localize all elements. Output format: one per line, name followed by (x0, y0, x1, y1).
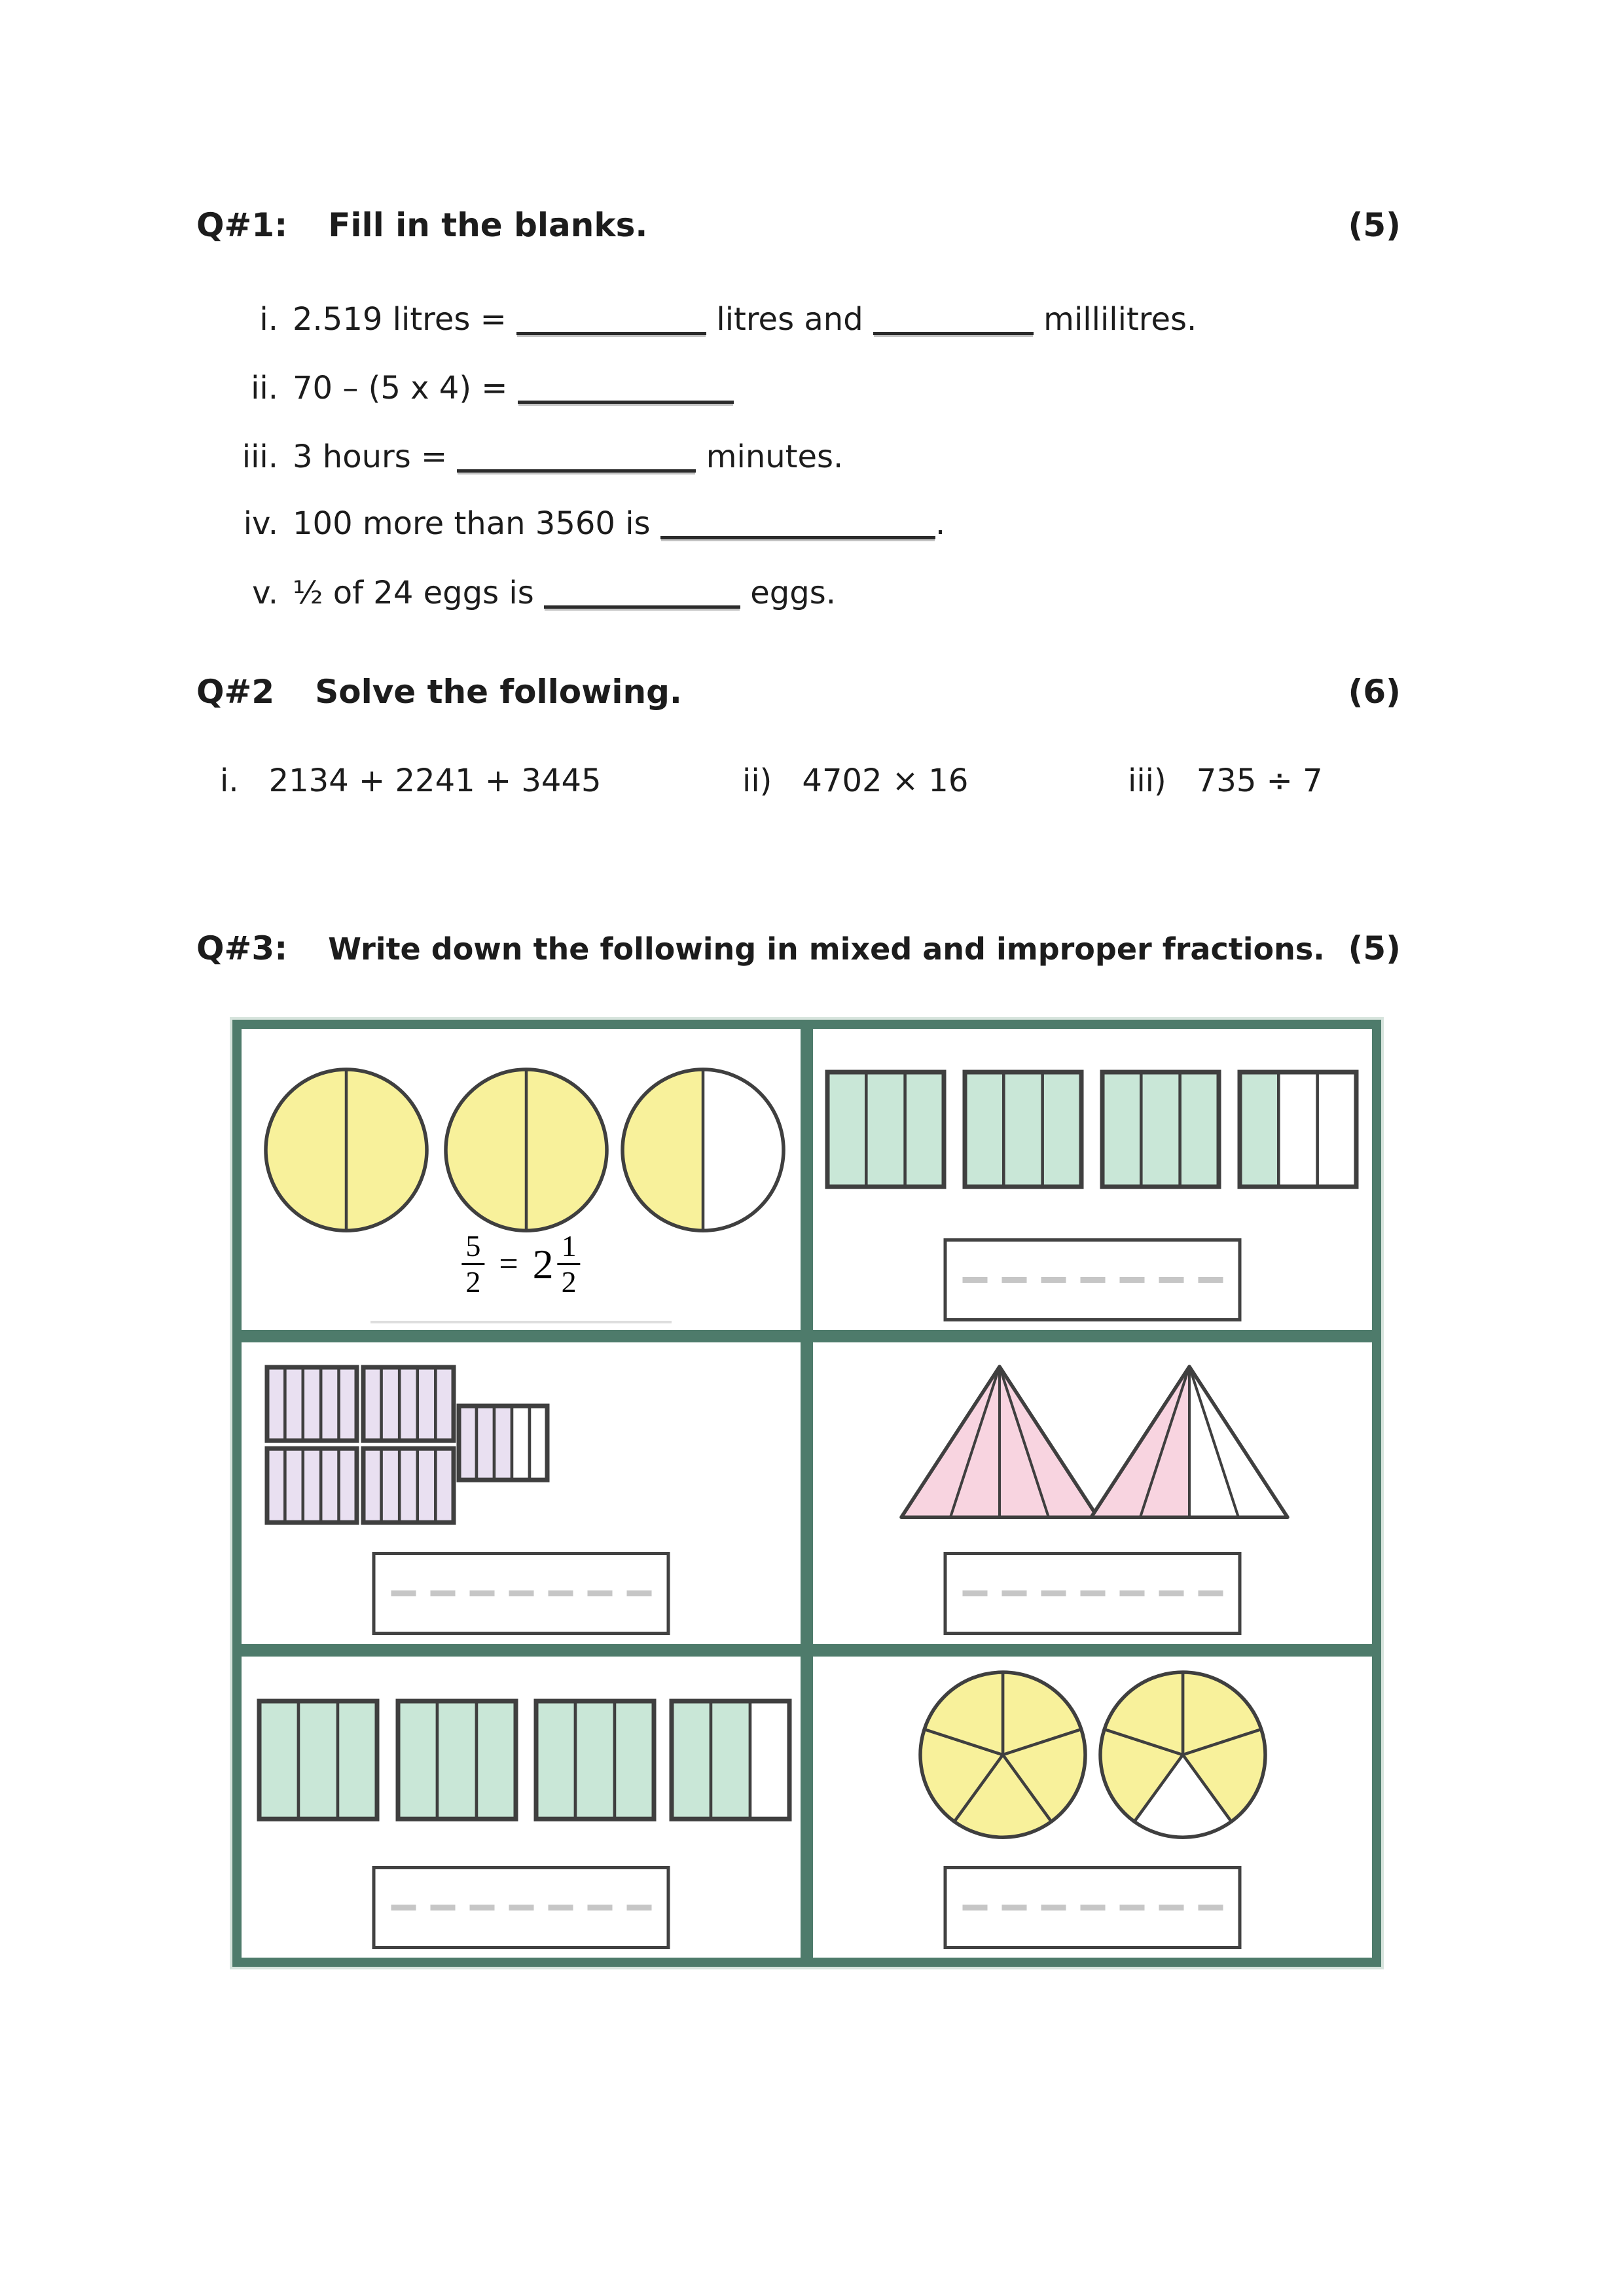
triangle (1091, 1367, 1288, 1517)
answer-dash (1159, 1590, 1183, 1596)
answer-dash (509, 1590, 533, 1596)
fraction-grid (232, 1020, 1381, 1967)
blank-line[interactable] (660, 514, 935, 539)
half-circle (446, 1069, 607, 1230)
q1-label: Q#1: (196, 206, 288, 244)
item-number: ii. (251, 370, 278, 406)
half-circle (623, 1069, 784, 1230)
item-number: i. (220, 762, 239, 799)
fraction-cell-rects-fifths (242, 1342, 801, 1643)
answer-dash (962, 1905, 987, 1910)
blank-line[interactable] (457, 447, 696, 473)
equals-sign: = (499, 1246, 518, 1283)
strip-rect (827, 1072, 944, 1187)
item-number: iv. (243, 505, 278, 542)
item-text (293, 505, 945, 542)
item-text-segment: . (935, 505, 946, 542)
blank-line[interactable] (518, 378, 734, 404)
item-number: i. (259, 301, 278, 338)
answer-dash (1159, 1277, 1183, 1283)
q2-item-3 (1128, 762, 1323, 799)
answer-dash (430, 1905, 455, 1910)
half-circle (266, 1069, 427, 1230)
q1-heading (196, 206, 1401, 244)
answer-dash (1080, 1277, 1105, 1283)
answer-line[interactable] (370, 1321, 672, 1323)
answer-dash (1119, 1905, 1144, 1910)
answer-dash (548, 1590, 573, 1596)
answer-dash (962, 1590, 987, 1596)
answer-dash (1198, 1905, 1223, 1910)
answer-dash (587, 1590, 612, 1596)
strip-rect (965, 1072, 1081, 1187)
answer-dash (469, 1905, 494, 1910)
answer-dash (469, 1590, 494, 1596)
strip-rect (536, 1701, 654, 1819)
blank-line[interactable] (873, 310, 1034, 335)
item-text-segment: 3 hours = (293, 439, 458, 475)
q1-item-iii (196, 439, 1401, 475)
q1-item-ii (196, 370, 1401, 406)
q1-item-v (196, 575, 1401, 611)
answer-box[interactable] (944, 1238, 1242, 1321)
answer-dash (587, 1905, 612, 1910)
q2-item-1 (220, 762, 602, 799)
strip-rect (1240, 1072, 1356, 1187)
answer-box[interactable] (944, 1552, 1242, 1635)
item-text-segment: eggs. (740, 575, 836, 611)
q2-marks: (6) (1348, 673, 1401, 711)
strip-rect (459, 1406, 547, 1480)
item-number: ii) (742, 762, 772, 799)
answer-dash (1198, 1590, 1223, 1596)
answer-dash (1001, 1277, 1026, 1283)
answer-dash (1041, 1590, 1066, 1596)
q2-item-2 (742, 762, 968, 799)
answer-box[interactable] (944, 1866, 1242, 1949)
fraction-cell-pies-fifths (813, 1657, 1372, 1958)
strip-rect (363, 1367, 454, 1441)
answer-dash (1041, 1277, 1066, 1283)
answer-dash (626, 1905, 651, 1910)
answer-dash (1001, 1590, 1026, 1596)
item-text-segment: 2.519 litres = (293, 301, 517, 338)
fraction-cell-circles-halves (242, 1029, 801, 1330)
example-fraction (461, 1229, 580, 1299)
expression: 735 ÷ 7 (1196, 762, 1323, 799)
improper-fraction (461, 1229, 484, 1299)
answer-dash (962, 1277, 987, 1283)
pie-circle (920, 1672, 1085, 1837)
item-text (293, 575, 836, 611)
item-text-segment: ½ of 24 eggs is (293, 575, 544, 611)
answer-dash (509, 1905, 533, 1910)
strip-rect (672, 1701, 789, 1819)
item-text-segment: litres and (706, 301, 873, 338)
answer-box[interactable] (372, 1552, 670, 1635)
answer-dash (1080, 1905, 1105, 1910)
q1-marks: (5) (1348, 206, 1401, 244)
item-text-segment: millilitres. (1033, 301, 1197, 338)
item-text (293, 370, 734, 406)
item-text-segment: 100 more than 3560 is (293, 505, 660, 542)
q2-heading (196, 673, 1401, 711)
q2-title: Solve the following. (315, 673, 682, 711)
answer-dash (430, 1590, 455, 1596)
strip-rect (267, 1448, 357, 1522)
answer-dash (626, 1590, 651, 1596)
answer-dash (391, 1905, 416, 1910)
mixed-fraction (558, 1229, 581, 1299)
q1-item-i (196, 301, 1401, 338)
strip-rect (363, 1448, 454, 1522)
q1-title: Fill in the blanks. (328, 206, 648, 244)
item-number: iii. (242, 439, 278, 475)
q3-title: Write down the following in mixed and improper fractions. (328, 931, 1325, 967)
whole-number: 2 (532, 1240, 554, 1287)
answer-dash (391, 1590, 416, 1596)
answer-dash (1001, 1905, 1026, 1910)
numerator: 1 (561, 1229, 577, 1263)
q3-heading (196, 929, 1401, 967)
fraction-cell-rects-thirds-b (242, 1657, 801, 1958)
answer-dash (1041, 1905, 1066, 1910)
item-number: iii) (1128, 762, 1166, 799)
answer-dash (1119, 1590, 1144, 1596)
q3-marks: (5) (1348, 929, 1401, 967)
denominator: 2 (465, 1265, 481, 1299)
strip-rect (398, 1701, 516, 1819)
q2-label: Q#2 (196, 673, 275, 711)
pie-circle (1100, 1672, 1265, 1837)
blank-line[interactable] (544, 583, 740, 609)
denominator: 2 (561, 1265, 577, 1299)
blank-line[interactable] (516, 310, 706, 335)
q3-label: Q#3: (196, 929, 288, 967)
item-text-segment: 70 – (5 x 4) = (293, 370, 518, 406)
expression: 4702 × 16 (802, 762, 969, 799)
answer-dash (1119, 1277, 1144, 1283)
strip-rect (267, 1367, 357, 1441)
fraction-cell-rects-thirds (813, 1029, 1372, 1330)
answer-dash (1080, 1590, 1105, 1596)
strip-rect (259, 1701, 377, 1819)
item-text-segment: minutes. (696, 439, 844, 475)
numerator: 5 (465, 1229, 481, 1263)
item-number: v. (252, 575, 278, 611)
item-text (293, 439, 843, 475)
fraction-cell-triangles-quarters (813, 1342, 1372, 1643)
answer-dash (548, 1905, 573, 1910)
triangle (901, 1367, 1098, 1517)
answer-dash (1198, 1277, 1223, 1283)
answer-dash (1159, 1905, 1183, 1910)
q1-item-iv (196, 505, 1401, 542)
strip-rect (1102, 1072, 1219, 1187)
answer-box[interactable] (372, 1866, 670, 1949)
item-text (293, 301, 1197, 338)
expression: 2134 + 2241 + 3445 (268, 762, 602, 799)
